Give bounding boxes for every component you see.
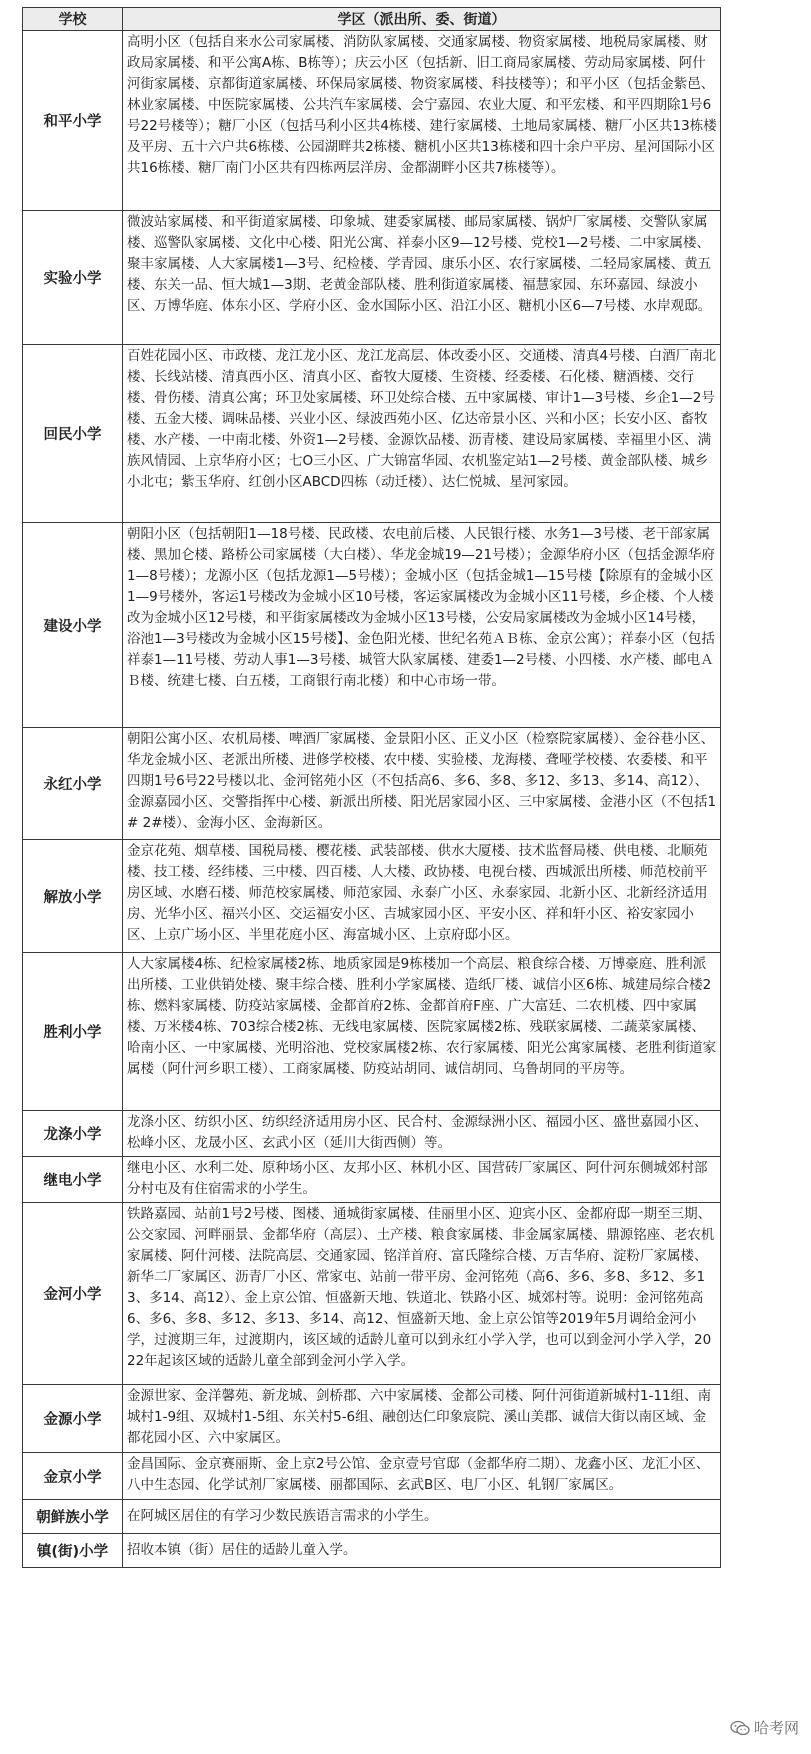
district-area: 龙涤小区、纺织小区、纺织经济适用房小区、民合村、金源绿洲小区、福园小区、盛世嘉园小区、松峰小区、龙晟小区、玄武小区（延川大街西侧）等。 — [123, 1111, 721, 1157]
school-name: 金源小学 — [23, 1385, 123, 1453]
table-header-row — [23, 8, 721, 31]
school-name: 镇(街)小学 — [23, 1534, 123, 1568]
school-name: 龙涤小学 — [23, 1111, 123, 1157]
district-area: 朝阳小区（包括朝阳1—18号楼、民政楼、农电前后楼、人民银行楼、水务1—3号楼、老干部家属楼、黑加仑楼、路桥公司家属楼（大白楼）、华龙金城19—21号楼）；金源华府小区（包括金源华府1—8号楼）；龙源小区（包括龙源1—5号楼）；金城小区（包括金城1—15号楼【除原有的金城小区1—9号楼外，客运1号楼改为金城小区10号楼，客运家属楼改为金城小区11号楼，乡企楼、个人楼改为金城小区12号楼，和平街家属楼改为金城小区13号楼，公安局家属楼改为金城小区14号楼，浴池1—3号楼改为金城小区15号楼】、金色阳光楼、世纪名苑ＡＢ栋、金京公寓）；祥泰小区（包括祥泰1—11号楼、劳动人事1—3号楼、城管大队家属楼、建委1—2号楼、小四楼、水产楼、邮电ＡＢ楼、统建七楼、白五楼，工商银行南北楼）和中心市场一带。 — [123, 523, 721, 728]
district-area: 在阿城区居住的有学习少数民族语言需求的小学生。 — [123, 1500, 721, 1534]
district-area: 招收本镇（街）居住的适龄儿童入学。 — [123, 1534, 721, 1568]
school-name: 胜利小学 — [23, 953, 123, 1111]
district-area: 金京花苑、烟草楼、国税局楼、樱花楼、武装部楼、供水大厦楼、技术监督局楼、供电楼、北顺苑楼、技工楼、经纬楼、三中楼、四百楼、人大楼、政协楼、电视台楼、西城派出所楼、师范校前平房区域、水磨石楼、师范校家属楼、师范家园、永泰广小区、永泰家园、北新小区、北新经济适用房、光华小区、福兴小区、交运福安小区、吉城家园小区、平安小区、祥和轩小区、裕安家园小区、上京广场小区、半里花庭小区、海富城小区、上京府邸小区。 — [123, 840, 721, 953]
table-row — [23, 1385, 721, 1453]
school-name: 建设小学 — [23, 523, 123, 728]
table-row — [23, 345, 721, 523]
school-name: 继电小学 — [23, 1157, 123, 1203]
watermark — [730, 1717, 799, 1738]
school-name: 永红小学 — [23, 728, 123, 840]
table-row — [23, 523, 721, 728]
district-area: 人大家属楼4栋、纪检家属楼2栋、地质家园是9栋楼加一个高层、粮食综合楼、万博豪庭、胜利派出所楼、工业供销处楼、聚丰综合楼、胜利小学家属楼、造纸厂楼、诚信小区6栋、城建局综合楼2栋、燃料家属楼、防疫站家属楼、金都首府2栋、金都首府F座、广大富廷、二农机楼、四中家属楼、万米楼4栋、703综合楼2栋、无线电家属楼、医院家属楼2栋、残联家属楼、二蔬菜家属楼、哈南小区、一中家属楼、光明浴池、党校家属楼2栋、农行家属楼、阳光公寓家属楼、老胜利街道家属楼（阿什河乡职工楼）、工商家属楼、防疫站胡同、诚信胡同、乌鲁胡同的平房等。 — [123, 953, 721, 1111]
school-name: 解放小学 — [23, 840, 123, 953]
school-name: 金京小学 — [23, 1453, 123, 1500]
table-row — [23, 728, 721, 840]
district-area: 继电小区、水利二处、原种场小区、友邦小区、林机小区、国营砖厂家属区、阿什河东侧城郊村部分村屯及有住宿需求的小学生。 — [123, 1157, 721, 1203]
district-area: 朝阳公寓小区、农机局楼、啤酒厂家属楼、金景阳小区、正义小区（检察院家属楼）、金谷巷小区、华龙金城小区、老派出所楼、进修学校楼、农中楼、实验楼、龙海楼、聋哑学校楼、农委楼、和平四期1号6号22号楼以北、金河铭苑小区（不包括高6、多6、多8、多12、多13、多14、高12）、金源嘉园小区、交警指挥中心楼、新派出所楼、阳光居家园小区、三中家属楼、金港小区（不包括1# 2#楼）、金海小区、金海新区。 — [123, 728, 721, 840]
table-row — [23, 1157, 721, 1203]
school-name: 金河小学 — [23, 1203, 123, 1385]
table-row — [23, 1111, 721, 1157]
district-area: 铁路嘉园、站前1号2号楼、图楼、通城街家属楼、佳丽里小区、迎宾小区、金都府邸一期至三期、公交家园、河畔丽景、金都华府（高层）、土产楼、粮食家属楼、非金属家属楼、鼎源铭座、老农机家属楼、阿什河楼、法院高层、交通家园、铭洋首府、富氏隆综合楼、万吉华府、淀粉厂家属楼、新华二厂家属区、沥青厂小区、常家屯、站前一带平房、金河铭苑（高6、多6、多8、多12、多13、多14、高12）、金上京公馆、恒盛新天地、铁道北、铁路小区、城郊村等。说明：金河铭苑高6、多6、多8、多12、多13、多14、高12、恒盛新天地、金上京公馆等2019年5月调给金河小学，过渡期三年，过渡期内，该区域的适龄儿童可以到永红小学入学，也可以到金河小学入学，2022年起该区域的适龄儿童全部到金河小学入学。 — [123, 1203, 721, 1385]
header-school: 学校 — [23, 8, 123, 31]
table-row — [23, 1453, 721, 1500]
district-area: 微波站家属楼、和平街道家属楼、印象城、建委家属楼、邮局家属楼、锅炉厂家属楼、交警队家属楼、巡警队家属楼、文化中心楼、阳光公寓、祥泰小区9—12号楼、党校1—2号楼、二中家属楼、聚丰家属楼、人大家属楼1—3号、纪检楼、学青园、康乐小区、农行家属楼、二轻局家属楼、黄五楼、东关一品、恒大城1—3期、老黄金部队楼、胜利街道家属楼、福慧家园、东环嘉园、绿波小区、万博华庭、体东小区、学府小区、金水国际小区、沿江小区、糖机小区6—7号楼、水岸观邸。 — [123, 211, 721, 345]
table-row — [23, 840, 721, 953]
school-name: 和平小学 — [23, 31, 123, 211]
table-row — [23, 1203, 721, 1385]
district-area: 金昌国际、金京赛丽斯、金上京2号公馆、金京壹号官邸（金都华府二期）、龙鑫小区、龙汇小区、八中生态园、化学试剂厂家属楼、丽都国际、玄武B区、电厂小区、轧钢厂家属区。 — [123, 1453, 721, 1500]
school-name: 回民小学 — [23, 345, 123, 523]
table-row — [23, 31, 721, 211]
school-name: 朝鲜族小学 — [23, 1500, 123, 1534]
district-area: 高明小区（包括自来水公司家属楼、消防队家属楼、交通家属楼、物资家属楼、地税局家属楼、财政局家属楼、和平公寓A栋、B栋等）；庆云小区（包括新、旧工商局家属楼、劳动局家属楼、阿什河街家属楼、京都街道家属楼、环保局家属楼、物资家属楼、科技楼等）；和平小区（包括金紫邑、林业家属楼、中医院家属楼、公共汽车家属楼、会宁嘉园、农业大厦、和平宏楼、和平四期除1号6号22号楼等）；糖厂小区（包括马利小区共4栋楼、建行家属楼、土地局家属楼、糖厂小区共13栋楼及平房、五十六户共6栋楼、公园湖畔共2栋楼、糖机小区共13栋楼和四十余户平房、星河国际小区共16栋楼、糖厂南门小区共有四栋两层洋房、金都湖畔小区共7栋楼等）。 — [123, 31, 721, 211]
watermark-text: 哈考网 — [753, 1719, 799, 1737]
district-area: 百姓花园小区、市政楼、龙江龙小区、龙江龙高层、体改委小区、交通楼、清真4号楼、白酒厂南北楼、长线站楼、清真西小区、清真小区、畜牧大厦楼、生资楼、经委楼、石化楼、糖酒楼、交行楼、骨伤楼、清真公寓；环卫处家属楼、环卫处综合楼、五中家属楼、审计1—3号楼、乡企1—2号楼、五金大楼、调味品楼、兴业小区、绿波西苑小区、亿达帝景小区、兴和小区；长安小区、畜牧楼、水产楼、一中南北楼、外资1—2号楼、金源饮品楼、沥青楼、建设局家属楼、幸福里小区、满族风情园、上京华府小区；七O三小区、广大锦富华园、农机鉴定站1—2号楼、黄金部队楼、城乡小北屯；紫玉华府、红创小区ABCD四栋（动迁楼）、达仁悦城、星河家园。 — [123, 345, 721, 523]
school-district-table — [22, 7, 721, 1568]
wechat-icon — [730, 1720, 750, 1736]
school-name: 实验小学 — [23, 211, 123, 345]
table-row — [23, 953, 721, 1111]
table-row — [23, 211, 721, 345]
table-row — [23, 1534, 721, 1568]
header-area: 学区（派出所、委、街道） — [123, 8, 721, 31]
table-row — [23, 1500, 721, 1534]
district-area: 金源世家、金洋馨苑、新龙城、剑桥郡、六中家属楼、金都公司楼、阿什河街道新城村1-11组、南城村1-9组、双城村1-5组、东关村5-6组、融创达仁印象宸院、溪山美郡、诚信大街以南区域、金都花园小区、六中家属区。 — [123, 1385, 721, 1453]
